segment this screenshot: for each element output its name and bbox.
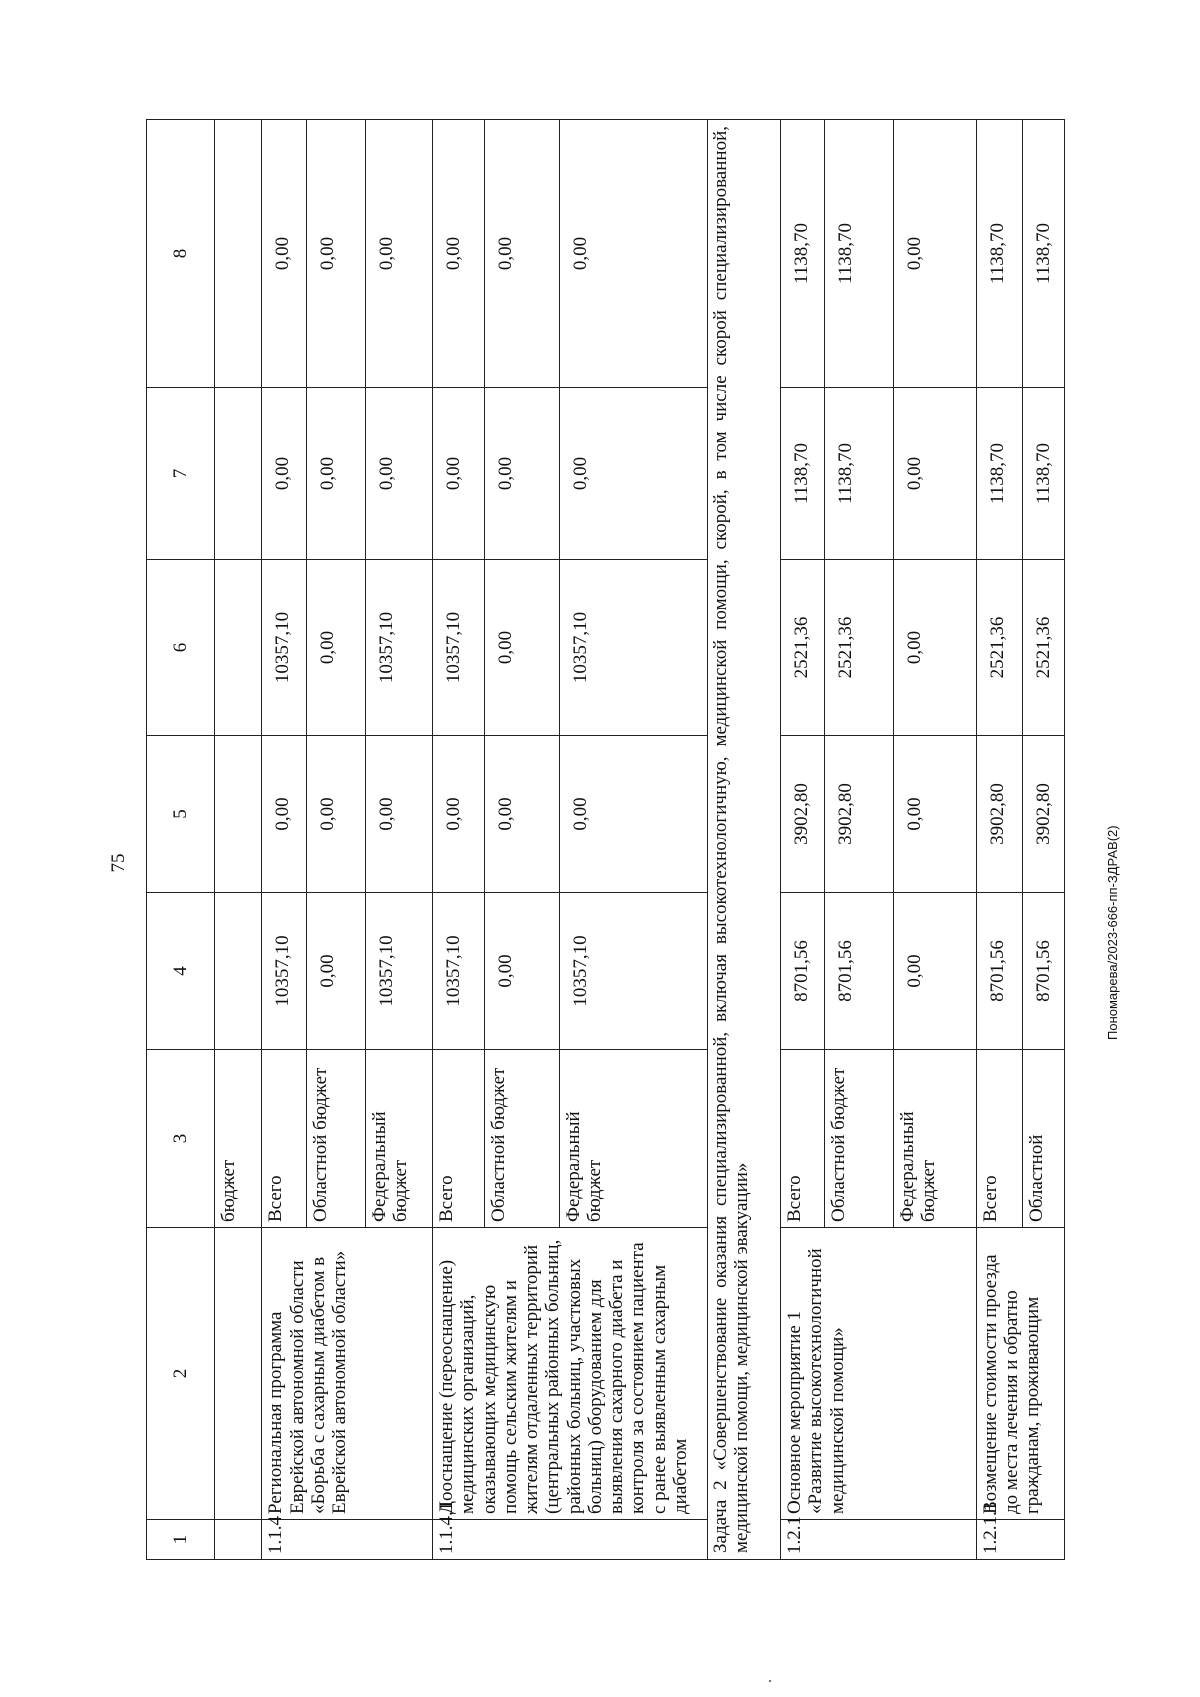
page-number: 75 [108,853,129,873]
value-cell: 0,00 [559,120,707,388]
value-cell: 10357,10 [559,893,707,1050]
value-cell: 1138,70 [1023,388,1065,560]
task-2-text: Задача 2 «Совершенствование оказания специализированной, включая высокотехнологичную, медицинской помощи, скорой, в том числе скорой специализированной, медицинской помощи, медицинской эвакуации» [707,120,780,1560]
header-cell-7: 7 [147,388,215,560]
value-cell: 2521,36 [976,560,1022,736]
source-cell: Областной бюджет [485,1050,560,1228]
empty-cell [215,388,262,560]
rotated-table-wrapper [146,120,1065,1560]
row-code: 1.2.1 [781,1520,977,1560]
value-cell: 2521,36 [825,560,894,736]
row-code: 1.1.4.1 [433,1520,708,1560]
empty-cell [215,560,262,736]
value-cell: 1138,70 [1023,120,1065,388]
value-cell: 0,00 [307,388,366,560]
header-cell-1: 1 [147,1520,215,1560]
value-cell: 0,00 [307,893,366,1050]
value-cell: 0,00 [485,560,560,736]
value-cell: 0,00 [433,120,485,388]
source-cell: Областной бюджет [825,1050,894,1228]
document-footer-code: Пономарева/2023-666-пп-ЗДРАВ(2) [1105,825,1120,1040]
value-cell: 8701,56 [781,893,825,1050]
row-code: 1.1.4 [262,1520,433,1560]
source-cell: Федеральный бюджет [559,1050,707,1228]
task-row [707,120,780,1560]
value-cell: 0,00 [262,388,307,560]
table-row [976,120,1022,1560]
value-cell: 0,00 [894,560,977,736]
value-cell: 1138,70 [976,120,1022,388]
value-cell: 0,00 [894,120,977,388]
table-row [781,120,825,1560]
empty-cell [215,1228,262,1520]
header-cell-6: 6 [147,560,215,736]
row-code: 1.2.1.1 [976,1520,1064,1560]
source-cell: Всего [433,1050,485,1228]
value-cell: 8701,56 [976,893,1022,1050]
value-cell: 0,00 [894,893,977,1050]
value-cell: 0,00 [433,736,485,893]
value-cell: 10357,10 [559,560,707,736]
value-cell: 10357,10 [433,560,485,736]
value-cell: 8701,56 [825,893,894,1050]
source-cell: Федеральный бюджет [894,1050,977,1228]
continuation-row [215,120,262,1560]
value-cell: 1138,70 [781,388,825,560]
table-row [262,120,307,1560]
empty-cell [215,893,262,1050]
value-cell: 0,00 [485,120,560,388]
value-cell: 0,00 [894,388,977,560]
value-cell: 0,00 [307,560,366,736]
value-cell: 1138,70 [825,120,894,388]
header-cell-4: 4 [147,893,215,1050]
row-name: Основное мероприятие 1 «Развитие высокотехнологичной медицинской помощи» [781,1228,977,1520]
scan-speck [769,1680,771,1682]
value-cell: 10357,10 [262,893,307,1050]
empty-cell [215,736,262,893]
table-row [433,120,485,1560]
value-cell: 10357,10 [433,893,485,1050]
row-name: Региональная программа Еврейской автономной области «Борьба с сахарным диабетом в Еврейской автономной области» [262,1228,433,1520]
value-cell: 1138,70 [825,388,894,560]
budget-table [146,119,1065,1560]
source-cell: Всего [976,1050,1022,1228]
value-cell: 3902,80 [781,736,825,893]
value-cell: 3902,80 [825,736,894,893]
value-cell: 0,00 [894,736,977,893]
header-row [147,120,215,1560]
value-cell: 0,00 [485,893,560,1050]
value-cell: 0,00 [365,736,432,893]
value-cell: 0,00 [365,388,432,560]
header-cell-2: 2 [147,1228,215,1520]
value-cell: 0,00 [485,388,560,560]
source-cell: Федеральный бюджет [365,1050,432,1228]
empty-cell [215,120,262,388]
value-cell: 0,00 [307,120,366,388]
value-cell: 0,00 [262,120,307,388]
value-cell: 3902,80 [976,736,1022,893]
source-cell: Всего [781,1050,825,1228]
value-cell: 2521,36 [781,560,825,736]
value-cell: 8701,56 [1023,893,1065,1050]
row-name: Дооснащение (переоснащение) медицинских организаций, оказывающих медицинскую помощь сельским жителям и жителям отдаленных территорий (центральных районных больниц, районных больниц, участковых больниц) оборудованием для выявления сахарного диабета и контроля за состоянием пациента с ранее выявленным сахарным диабетом [433,1228,708,1520]
source-cell: бюджет [215,1050,262,1228]
value-cell: 1138,70 [781,120,825,388]
value-cell: 0,00 [433,388,485,560]
value-cell: 0,00 [559,736,707,893]
row-name: Возмещение стоимости проезда до места лечения и обратно гражданам, проживающим [976,1228,1064,1520]
header-cell-8: 8 [147,120,215,388]
empty-cell [215,1520,262,1560]
value-cell: 0,00 [559,388,707,560]
value-cell: 0,00 [485,736,560,893]
value-cell: 3902,80 [1023,736,1065,893]
value-cell: 10357,10 [365,893,432,1050]
source-cell: Всего [262,1050,307,1228]
value-cell: 10357,10 [365,560,432,736]
value-cell: 2521,36 [1023,560,1065,736]
value-cell: 0,00 [365,120,432,388]
source-cell: Областной бюджет [307,1050,366,1228]
value-cell: 10357,10 [262,560,307,736]
value-cell: 1138,70 [976,388,1022,560]
header-cell-3: 3 [147,1050,215,1228]
value-cell: 0,00 [307,736,366,893]
header-cell-5: 5 [147,736,215,893]
value-cell: 0,00 [262,736,307,893]
source-cell: Областной [1023,1050,1065,1228]
